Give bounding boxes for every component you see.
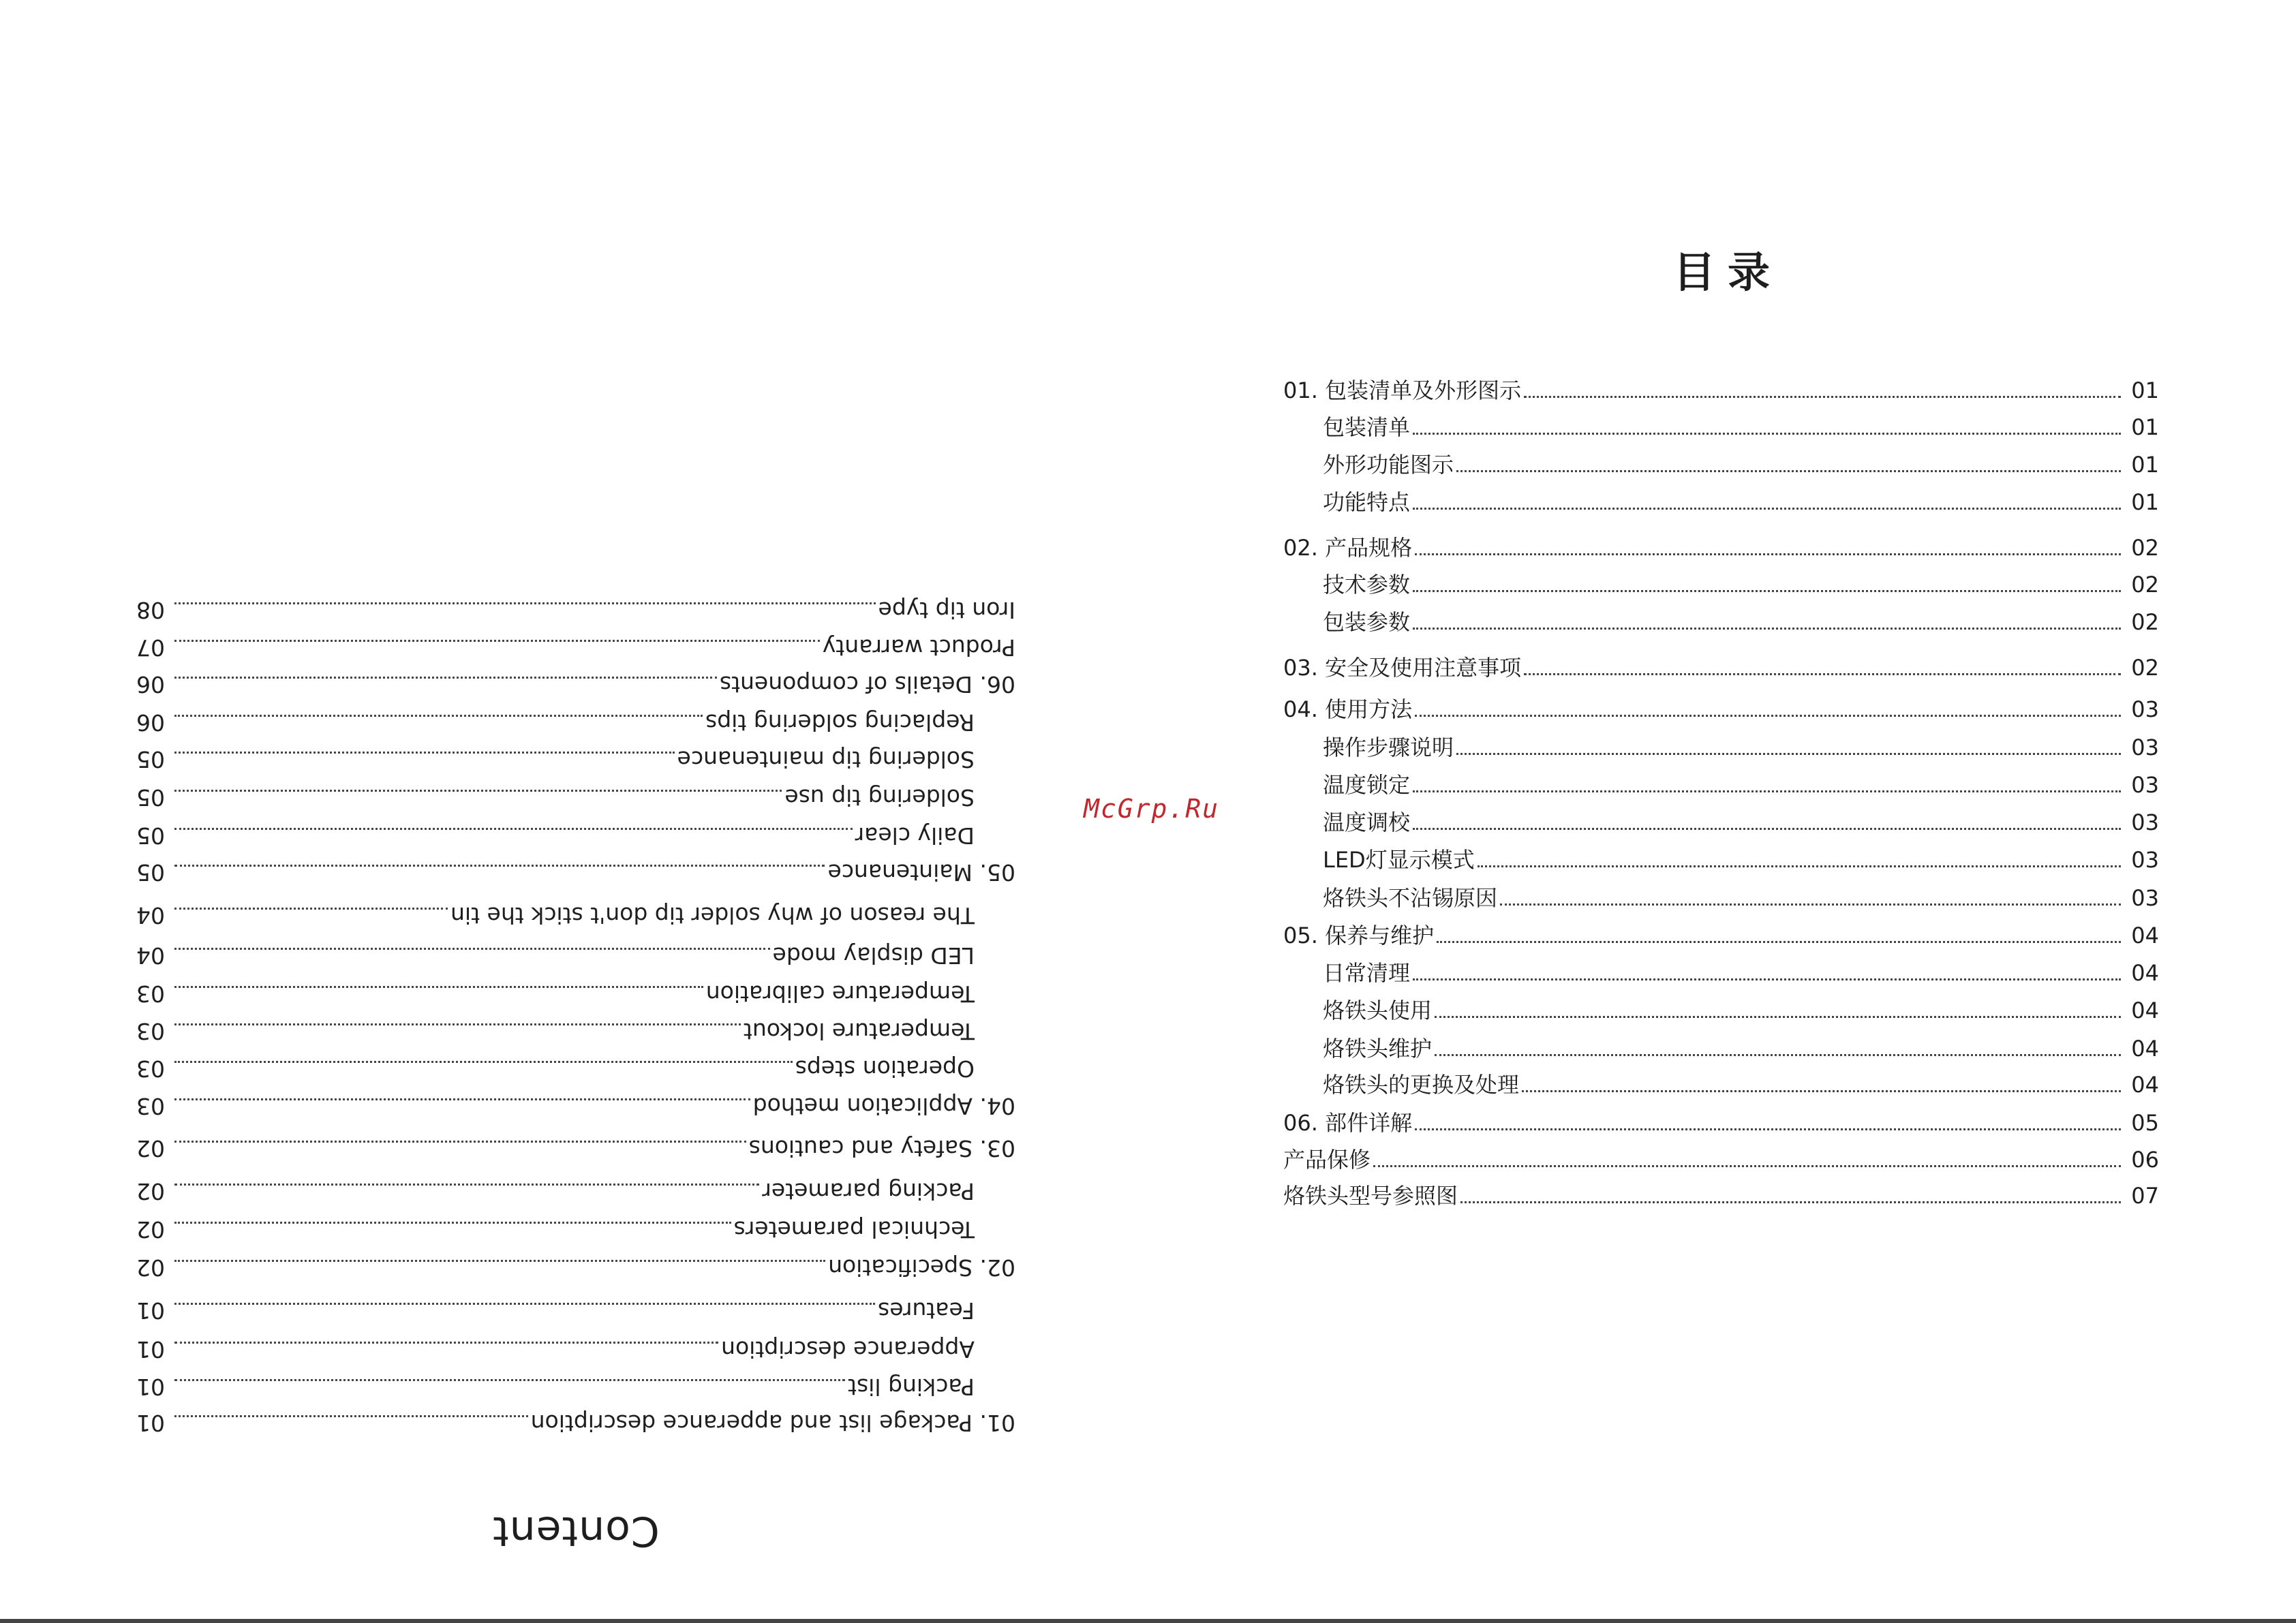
dot-leader bbox=[1373, 1165, 2121, 1167]
toc-entry[interactable] bbox=[136, 1177, 1015, 1205]
dot-leader bbox=[174, 1379, 845, 1381]
toc-entry-label: Features bbox=[878, 1297, 975, 1324]
toc-entry-label: Product warranty bbox=[822, 634, 1015, 661]
toc-entry-label: Daily clear bbox=[855, 822, 975, 849]
toc-entry[interactable] bbox=[136, 980, 1015, 1007]
dot-leader bbox=[174, 1415, 528, 1417]
toc-entry-page: 01 bbox=[2131, 414, 2159, 440]
toc-entry-label: 03. Safety and cautions bbox=[748, 1135, 1015, 1162]
toc-entry-label: 04. 使用方法 bbox=[1283, 696, 1413, 722]
toc-entry[interactable] bbox=[136, 634, 1015, 661]
content-title-cn: 目录 bbox=[1673, 247, 1783, 297]
toc-entry[interactable] bbox=[136, 670, 1015, 698]
toc-entry-label: 烙铁头使用 bbox=[1323, 998, 1433, 1023]
toc-entry-page: 03 bbox=[2131, 772, 2159, 798]
toc-entry[interactable] bbox=[1283, 489, 2159, 516]
dot-leader bbox=[174, 1098, 750, 1100]
dot-leader bbox=[1413, 978, 2121, 980]
toc-entry[interactable] bbox=[1283, 771, 2159, 799]
dot-leader bbox=[174, 715, 703, 717]
toc-entry[interactable] bbox=[1283, 414, 2159, 441]
dot-leader bbox=[174, 1260, 825, 1262]
dot-leader bbox=[1415, 715, 2121, 717]
toc-entry-label: Soldering tip maintenance bbox=[677, 746, 975, 773]
toc-entry-label: Temperature lockout bbox=[743, 1018, 975, 1045]
toc-entry-label: Apperance description bbox=[721, 1336, 975, 1363]
toc-entry-page: 03 bbox=[136, 980, 165, 1007]
toc-entry-label: Operation steps bbox=[795, 1055, 975, 1082]
toc-entry-label: 操作步骤说明 bbox=[1323, 735, 1454, 760]
dot-leader bbox=[1413, 433, 2121, 435]
toc-entry[interactable] bbox=[136, 1092, 1015, 1119]
toc-entry[interactable] bbox=[1283, 451, 2159, 478]
toc-entry-label: 03. 安全及使用注意事项 bbox=[1283, 655, 1522, 681]
toc-entry-label: 产品保修 bbox=[1283, 1147, 1371, 1173]
toc-entry[interactable] bbox=[136, 709, 1015, 736]
toc-entry-label: 烙铁头型号参照图 bbox=[1283, 1183, 1458, 1209]
toc-entry-page: 02 bbox=[136, 1254, 165, 1281]
toc-entry-page: 03 bbox=[136, 1018, 165, 1045]
toc-entry-label: LED灯显示模式 bbox=[1323, 847, 1475, 873]
dot-leader bbox=[1413, 790, 2121, 792]
dot-leader bbox=[174, 752, 675, 754]
toc-entry-page: 04 bbox=[2131, 923, 2159, 948]
toc-entry-page: 04 bbox=[136, 942, 165, 969]
toc-entry[interactable] bbox=[136, 1254, 1015, 1281]
toc-entry[interactable] bbox=[1283, 959, 2159, 987]
toc-entry-page: 08 bbox=[136, 597, 165, 623]
toc-entry-page: 01 bbox=[136, 1336, 165, 1363]
toc-entry-page: 06 bbox=[136, 709, 165, 736]
toc-entry[interactable] bbox=[136, 859, 1015, 886]
toc-entry-page: 01 bbox=[2131, 377, 2159, 403]
toc-entry[interactable] bbox=[136, 745, 1015, 773]
toc-entry[interactable] bbox=[136, 1216, 1015, 1243]
dot-leader bbox=[174, 908, 448, 910]
bottom-border bbox=[0, 1619, 2296, 1623]
toc-entry-page: 01 bbox=[2131, 489, 2159, 515]
toc-entry-label: Packing list bbox=[848, 1374, 975, 1400]
toc-entry[interactable] bbox=[1283, 846, 2159, 874]
dot-leader bbox=[1415, 1128, 2121, 1130]
toc-entry[interactable] bbox=[1283, 997, 2159, 1024]
toc-entry-label: 06. Details of components bbox=[719, 671, 1015, 698]
toc-entry[interactable] bbox=[1283, 654, 2159, 681]
toc-entry-label: LED display mode bbox=[772, 942, 975, 969]
toc-entry[interactable] bbox=[136, 596, 1015, 623]
toc-entry[interactable] bbox=[1283, 1035, 2159, 1062]
toc-entry[interactable] bbox=[1283, 1071, 2159, 1098]
dot-leader bbox=[174, 1342, 718, 1344]
dot-leader bbox=[1413, 628, 2121, 630]
dot-leader bbox=[174, 602, 876, 604]
toc-entry[interactable] bbox=[1283, 1109, 2159, 1137]
toc-entry-page: 01 bbox=[2131, 452, 2159, 478]
toc-entry-label: 01. 包装清单及外形图示 bbox=[1283, 377, 1522, 403]
toc-entry-label: 05. 保养与维护 bbox=[1283, 923, 1435, 948]
toc-entry-label: The reason of why solder tip don't stick the tin bbox=[450, 902, 975, 929]
toc-entry-label: 功能特点 bbox=[1323, 489, 1411, 515]
toc-entry[interactable] bbox=[136, 1373, 1015, 1400]
toc-entry[interactable] bbox=[1283, 734, 2159, 761]
toc-entry-page: 04 bbox=[2131, 998, 2159, 1023]
toc-entry-label: Packing parameter bbox=[762, 1178, 975, 1205]
dot-leader bbox=[1456, 470, 2121, 472]
toc-entry[interactable] bbox=[1283, 696, 2159, 723]
toc-entry-label: Temperature calibration bbox=[705, 980, 975, 1007]
toc-entry-page: 07 bbox=[136, 634, 165, 661]
toc-entry-label: 包装参数 bbox=[1323, 609, 1411, 635]
toc-entry-page: 04 bbox=[136, 902, 165, 929]
toc-entry-label: 日常清理 bbox=[1323, 960, 1411, 986]
toc-entry-page: 05 bbox=[136, 859, 165, 886]
toc-entry[interactable] bbox=[1283, 922, 2159, 949]
toc-entry-label: 技术参数 bbox=[1323, 572, 1411, 598]
toc-entry[interactable] bbox=[136, 1409, 1015, 1436]
dot-leader bbox=[174, 1141, 746, 1143]
dot-leader bbox=[1456, 753, 2121, 755]
toc-entry-label: Soldering tip use bbox=[784, 784, 975, 811]
dot-leader bbox=[1413, 508, 2121, 510]
toc-entry-label: 04. Application method bbox=[752, 1093, 1015, 1119]
dot-leader bbox=[174, 1303, 875, 1305]
dot-leader bbox=[174, 1061, 793, 1063]
toc-entry[interactable] bbox=[136, 822, 1015, 849]
toc-entry-page: 03 bbox=[2131, 809, 2159, 835]
toc-entry[interactable] bbox=[136, 1335, 1015, 1363]
toc-entry-page: 05 bbox=[2131, 1110, 2159, 1136]
toc-entry-page: 01 bbox=[136, 1374, 165, 1400]
toc-entry[interactable] bbox=[136, 1055, 1015, 1082]
dot-leader bbox=[1435, 1016, 2121, 1018]
toc-entry-label: 温度调校 bbox=[1323, 809, 1411, 835]
toc-entry-page: 06 bbox=[2131, 1147, 2159, 1173]
toc-entry[interactable] bbox=[136, 784, 1015, 811]
toc-entry-label: 05. Maintenance bbox=[827, 859, 1015, 886]
toc-entry[interactable] bbox=[1283, 534, 2159, 561]
dot-leader bbox=[1415, 553, 2121, 555]
toc-entry-label: 02. Specification bbox=[828, 1254, 1015, 1281]
toc-entry[interactable] bbox=[1283, 377, 2159, 404]
toc-entry-label: 温度锁定 bbox=[1323, 772, 1411, 798]
dot-leader bbox=[1500, 903, 2121, 906]
dot-leader bbox=[1435, 1054, 2121, 1056]
toc-entry-label: Replacing soldering tips bbox=[705, 709, 975, 736]
toc-entry-page: 03 bbox=[136, 1055, 165, 1082]
toc-entry-page: 06 bbox=[136, 671, 165, 698]
content-page-en bbox=[136, 597, 1015, 1555]
dot-leader bbox=[174, 677, 717, 679]
watermark-text: McGrp.Ru bbox=[1084, 794, 1220, 824]
toc-entry-page: 02 bbox=[2131, 655, 2159, 681]
toc-entry-page: 02 bbox=[2131, 609, 2159, 635]
dot-leader bbox=[174, 948, 770, 950]
toc-entry[interactable] bbox=[136, 901, 1015, 929]
dot-leader bbox=[1524, 396, 2121, 398]
toc-entry-page: 02 bbox=[2131, 535, 2159, 561]
toc-entry[interactable] bbox=[1283, 1182, 2159, 1209]
toc-entry-page: 04 bbox=[2131, 1072, 2159, 1098]
toc-entry-label: 烙铁头维护 bbox=[1323, 1036, 1433, 1062]
toc-entry-page: 02 bbox=[136, 1216, 165, 1243]
toc-entry-page: 03 bbox=[136, 1093, 165, 1119]
dot-leader bbox=[1478, 865, 2121, 867]
toc-entry[interactable] bbox=[1283, 608, 2159, 636]
toc-entry-page: 07 bbox=[2131, 1183, 2159, 1209]
dot-leader bbox=[1460, 1201, 2121, 1203]
toc-entry-label: 06. 部件详解 bbox=[1283, 1110, 1413, 1136]
toc-entry[interactable] bbox=[1283, 571, 2159, 598]
dot-leader bbox=[174, 640, 820, 642]
dot-leader bbox=[1524, 673, 2121, 675]
dot-leader bbox=[1413, 590, 2121, 592]
toc-entry-page: 04 bbox=[2131, 1036, 2159, 1062]
toc-entry[interactable] bbox=[136, 1297, 1015, 1324]
toc-entry-page: 03 bbox=[2131, 885, 2159, 911]
toc-entry-page: 01 bbox=[136, 1410, 165, 1436]
toc-entry-page: 02 bbox=[136, 1135, 165, 1162]
toc-entry-page: 02 bbox=[2131, 572, 2159, 598]
toc-entry[interactable] bbox=[1283, 1146, 2159, 1173]
toc-entry-label: Iron tip type bbox=[878, 597, 1015, 623]
toc-entry-page: 03 bbox=[2131, 696, 2159, 722]
toc-entry[interactable] bbox=[136, 942, 1015, 969]
toc-entry-page: 05 bbox=[136, 822, 165, 849]
toc-entry-page: 05 bbox=[136, 784, 165, 811]
dot-leader bbox=[1522, 1090, 2121, 1092]
toc-entry-label: 02. 产品规格 bbox=[1283, 535, 1413, 561]
toc-entry-label: 包装清单 bbox=[1323, 414, 1411, 440]
toc-entry[interactable] bbox=[1283, 809, 2159, 836]
dot-leader bbox=[174, 1023, 741, 1025]
dot-leader bbox=[174, 986, 703, 988]
toc-entry[interactable] bbox=[136, 1134, 1015, 1162]
toc-entry-label: Technical parameters bbox=[733, 1216, 975, 1243]
toc-entry-page: 01 bbox=[136, 1297, 165, 1324]
dot-leader bbox=[1413, 828, 2121, 830]
dot-leader bbox=[174, 790, 782, 792]
toc-entry-page: 02 bbox=[136, 1178, 165, 1205]
toc-entry-label: 烙铁头不沾锡原因 bbox=[1323, 885, 1498, 911]
toc-entry-page: 05 bbox=[136, 746, 165, 773]
toc-entry-label: 01. Package list and apperance description bbox=[530, 1410, 1015, 1436]
content-title-en: Content bbox=[492, 1507, 660, 1555]
dot-leader bbox=[174, 865, 825, 867]
toc-entry-label: 烙铁头的更换及处理 bbox=[1323, 1072, 1520, 1098]
dot-leader bbox=[1437, 941, 2121, 943]
dot-leader bbox=[174, 1184, 759, 1186]
toc-entry-label: 外形功能图示 bbox=[1323, 452, 1454, 478]
toc-entry-page: 03 bbox=[2131, 735, 2159, 760]
toc-entry-page: 04 bbox=[2131, 960, 2159, 986]
dot-leader bbox=[174, 1222, 731, 1224]
dot-leader bbox=[174, 828, 853, 830]
toc-entry[interactable] bbox=[136, 1017, 1015, 1045]
toc-entry-page: 03 bbox=[2131, 847, 2159, 873]
toc-entry[interactable] bbox=[1283, 884, 2159, 912]
